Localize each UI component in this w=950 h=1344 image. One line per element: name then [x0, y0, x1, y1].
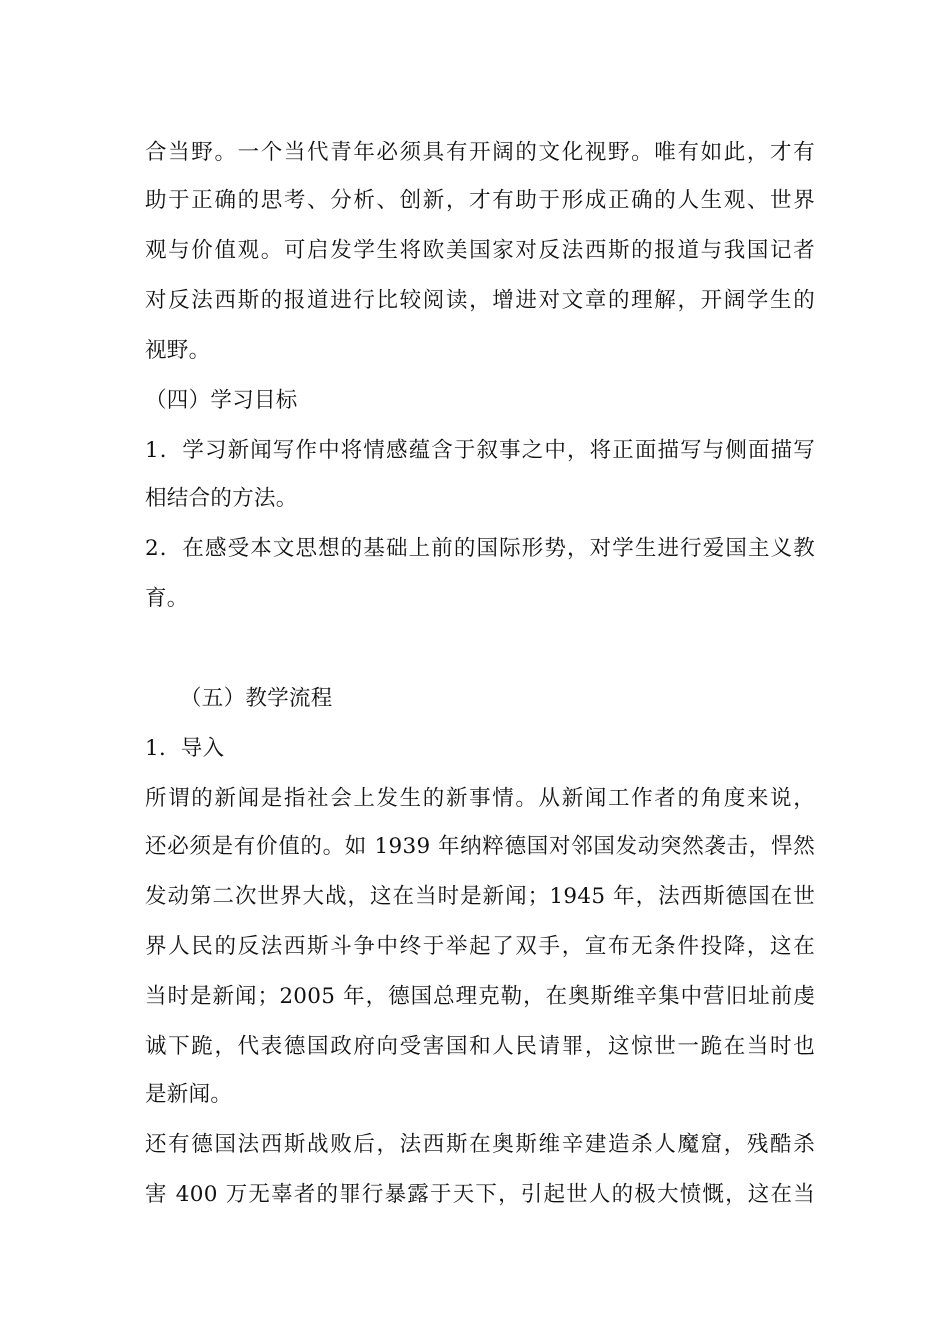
goal-item-line: 1．学习新闻写作中将情感蕴含于叙事之中，将正面描写与侧面描写 [145, 438, 815, 463]
paragraph-line: 诚下跪，代表德国政府向受害国和人民请罪，这惊世一跪在当时也 [145, 1034, 815, 1059]
paragraph-line: 发动第二次世界大战，这在当时是新闻；1945 年，法西斯德国在世 [145, 884, 815, 909]
section-heading: （四）学习目标 [145, 388, 298, 413]
section-heading: （五）教学流程 [180, 686, 333, 711]
paragraph-line: 是新闻。 [145, 1082, 233, 1107]
paragraph-line: 当时是新闻；2005 年，德国总理克勒，在奥斯维辛集中营旧址前虔 [145, 984, 815, 1009]
paragraph-line: 视野。 [145, 338, 211, 363]
paragraph-line: 还必须是有价值的。如 1939 年纳粹德国对邻国发动突然袭击，悍然 [145, 834, 815, 859]
paragraph-line: 害 400 万无辜者的罪行暴露于天下，引起世人的极大愤慨，这在当 [145, 1182, 815, 1207]
paragraph-line: 还有德国法西斯战败后，法西斯在奥斯维辛建造杀人魔窟，残酷杀 [145, 1132, 815, 1157]
goal-item-line: 育。 [145, 586, 189, 611]
goal-item-line: 2．在感受本文思想的基础上前的国际形势，对学生进行爱国主义教 [145, 536, 815, 561]
paragraph-line: 所谓的新闻是指社会上发生的新事情。从新闻工作者的角度来说， [145, 786, 815, 811]
step-heading: 1．导入 [145, 736, 225, 761]
paragraph-line: 界人民的反法西斯斗争中终于举起了双手，宣布无条件投降，这在 [145, 934, 815, 959]
paragraph-line: 对反法西斯的报道进行比较阅读，增进对文章的理解，开阔学生的 [145, 288, 815, 313]
paragraph-line: 观与价值观。可启发学生将欧美国家对反法西斯的报道与我国记者 [145, 238, 815, 263]
paragraph-line: 助于正确的思考、分析、创新，才有助于形成正确的人生观、世界 [145, 188, 815, 213]
paragraph-line: 合当野。一个当代青年必须具有开阔的文化视野。唯有如此，才有 [145, 140, 815, 165]
goal-item-line: 相结合的方法。 [145, 486, 298, 511]
